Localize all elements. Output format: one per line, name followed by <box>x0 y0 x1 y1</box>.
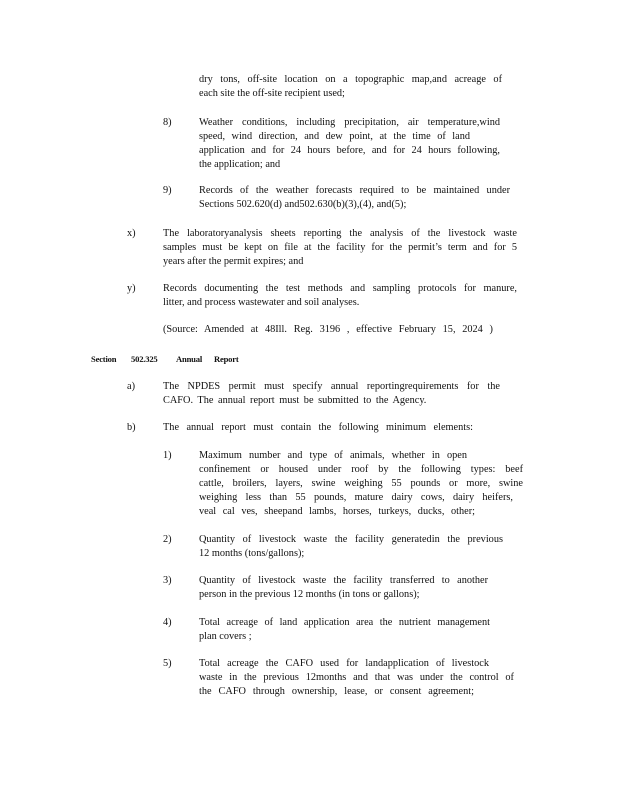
text-line: Quantity of livestock waste the facility transferred to another <box>199 575 488 586</box>
text-line: the application; and <box>199 159 281 170</box>
section-heading-title: Annual Report <box>176 354 239 364</box>
text-line: speed, wind direction, and dew point, at the time of land <box>199 131 470 142</box>
item-7-continuation <box>199 73 502 101</box>
text-line: veal cal ves, sheepand lambs, horses, turkeys, ducks, other; <box>199 506 475 517</box>
subsection-y-text <box>163 282 517 310</box>
text-line: Weather conditions, including precipitation, air temperature,wind <box>199 117 500 128</box>
text-line: Quantity of livestock waste the facility generatedin the previous <box>199 534 503 545</box>
item-3-text <box>199 574 488 602</box>
text-line: plan covers ; <box>199 631 252 642</box>
source-note <box>163 323 493 337</box>
subsection-a-text <box>163 380 500 408</box>
item-label-5: 5) <box>163 658 172 669</box>
subsection-x-text <box>163 227 517 269</box>
text-line: Total acreage the CAFO used for landapplication of livestock <box>199 658 489 669</box>
text-line: dry tons, off-site location on a topographic map,and acreage of <box>199 74 502 85</box>
item-8-text <box>199 116 500 172</box>
item-label-4: 4) <box>163 617 172 628</box>
section-heading-number: 502.325 <box>131 354 158 364</box>
item-2-text <box>199 533 503 561</box>
text-line: CAFO. The annual report must be submitted to the Agency. <box>163 395 427 406</box>
subsection-label-b: b) <box>127 422 136 433</box>
subsection-label-y: y) <box>127 283 136 294</box>
text-line: litter, and process wastewater and soil analyses. <box>163 297 360 308</box>
text-line: Records documenting the test methods and sampling protocols for manure, <box>163 283 517 294</box>
text-line: confinement or housed under roof by the following types: beef <box>199 464 523 475</box>
text-line: application and for 24 hours before, and for 24 hours following, <box>199 145 500 156</box>
item-label-8: 8) <box>163 117 172 128</box>
item-label-2: 2) <box>163 534 172 545</box>
section-heading-word: Section <box>91 354 117 364</box>
text-line: the CAFO through ownership, lease, or consent agreement; <box>199 686 474 697</box>
subsection-label-a: a) <box>127 381 135 392</box>
text-line: weighing less than 55 pounds, mature dairy cows, dairy heifers, <box>199 492 513 503</box>
text-line: Total acreage of land application area the nutrient management <box>199 617 490 628</box>
subsection-label-x: x) <box>127 228 136 239</box>
text-line: samples must be kept on file at the facility for the permit’s term and for 5 <box>163 242 517 253</box>
text-line: each site the off-site recipient used; <box>199 88 345 99</box>
text-line: Records of the weather forecasts required to be maintained under <box>199 185 510 196</box>
item-label-9: 9) <box>163 185 172 196</box>
item-label-3: 3) <box>163 575 172 586</box>
text-line: The laboratoryanalysis sheets reporting the analysis of the livestock waste <box>163 228 517 239</box>
text-line: 12 months (tons/gallons); <box>199 548 305 559</box>
text-line: Maximum number and type of animals, whether in open <box>199 450 467 461</box>
text-line: (Source: Amended at 48Ill. Reg. 3196 , effective February 15, 2024 ) <box>163 324 493 335</box>
text-line: Sections 502.620(d) and502.630(b)(3),(4), and(5); <box>199 199 407 210</box>
subsection-b-text <box>163 421 473 435</box>
item-5-text <box>199 657 514 699</box>
text-line: The annual report must contain the following minimum elements: <box>163 422 473 433</box>
item-1-text <box>199 449 523 519</box>
text-line: person in the previous 12 months (in tons or gallons); <box>199 589 420 600</box>
text-line: The NPDES permit must specify annual reportingrequirements for the <box>163 381 500 392</box>
item-4-text <box>199 616 490 644</box>
text-line: years after the permit expires; and <box>163 256 304 267</box>
text-line: waste in the previous 12months and that was under the control of <box>199 672 514 683</box>
item-label-1: 1) <box>163 450 172 461</box>
item-9-text <box>199 184 510 212</box>
text-line: cattle, broilers, layers, swine weighing 55 pounds or more, swine <box>199 478 523 489</box>
